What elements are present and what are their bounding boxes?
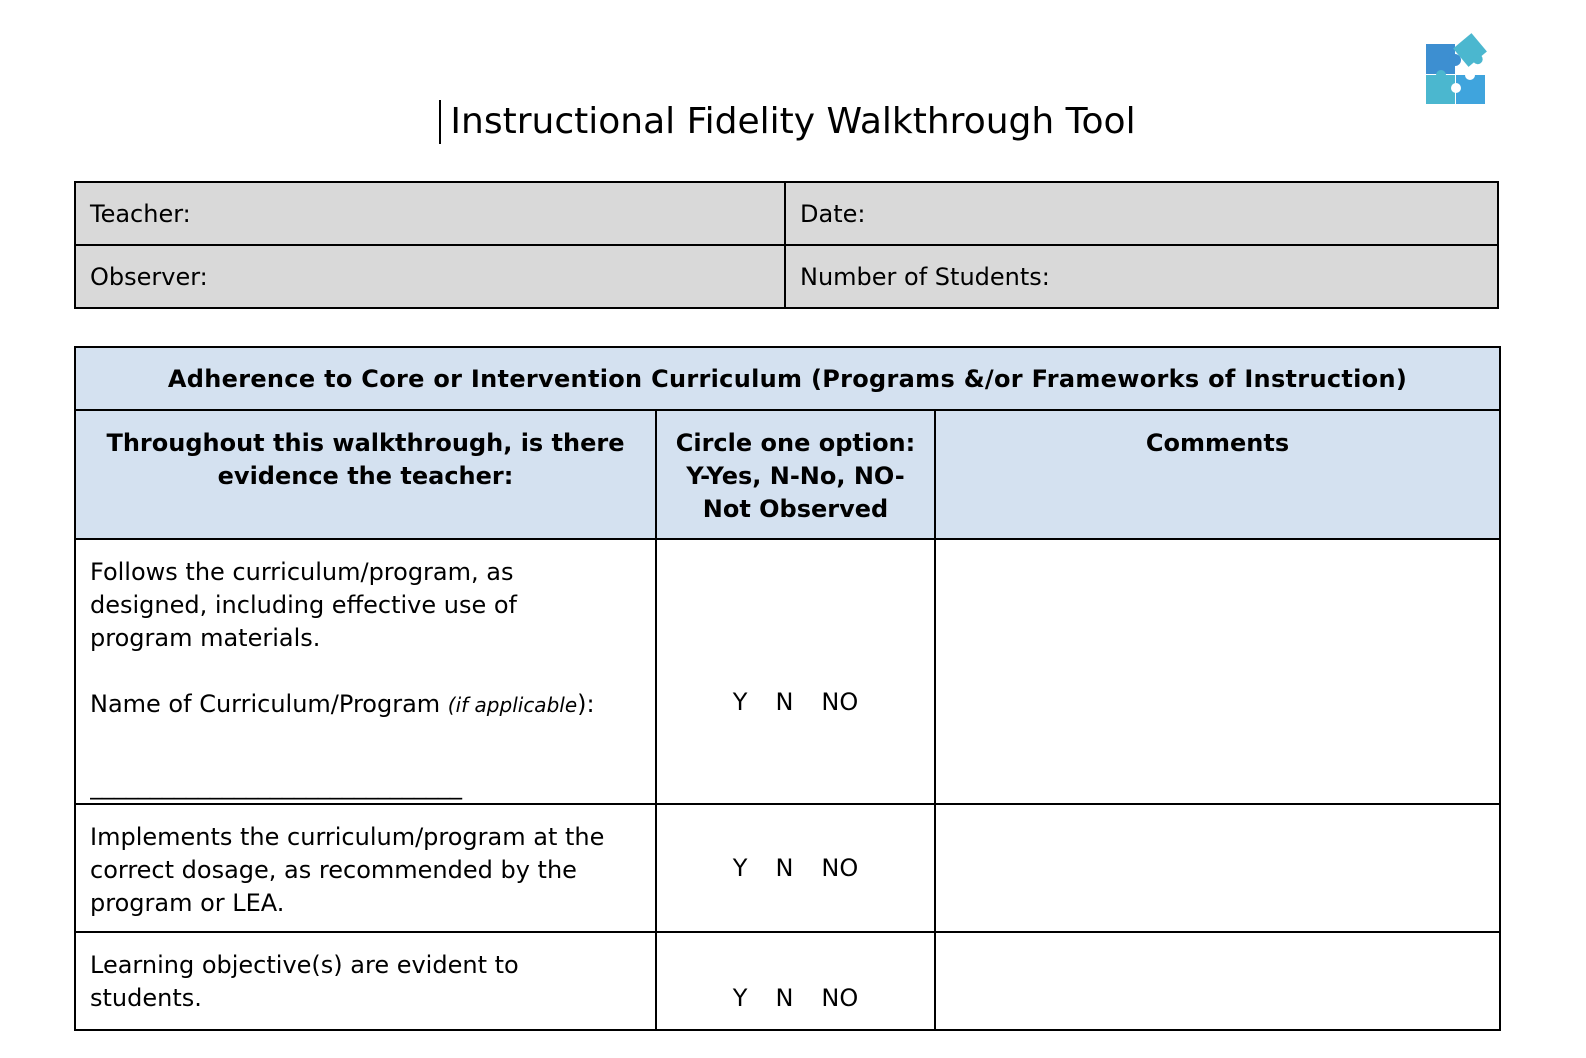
students-label: Number of Students: <box>800 262 1050 291</box>
comments-cell[interactable] <box>935 804 1500 932</box>
students-field[interactable] <box>785 245 1498 308</box>
curriculum-name-text: Name of Curriculum/Program <box>90 690 448 718</box>
observer-label: Observer: <box>90 262 208 291</box>
curriculum-name-label <box>90 688 641 722</box>
section-heading-row <box>75 347 1500 410</box>
option-yes[interactable]: Y <box>732 688 748 716</box>
criterion-cell <box>75 804 656 932</box>
options-cell <box>656 932 935 1030</box>
option-no[interactable]: N <box>775 853 794 882</box>
table-row <box>75 932 1500 1030</box>
option-no[interactable]: N <box>775 688 794 716</box>
option-not-observed[interactable]: NO <box>821 688 859 716</box>
if-applicable-note: (if applicable <box>447 693 578 717</box>
option-yes[interactable]: Y <box>732 984 748 1012</box>
comments-cell[interactable] <box>935 539 1500 804</box>
curriculum-name-blank[interactable]: _______________________________ <box>90 772 462 800</box>
section-heading: Adherence to Core or Intervention Curriculum (Programs &/or Frameworks of Instruction) <box>75 347 1500 410</box>
teacher-field[interactable] <box>75 182 785 245</box>
table-row <box>75 539 1500 804</box>
comments-cell[interactable] <box>935 932 1500 1030</box>
options-cell <box>656 804 935 932</box>
curriculum-table <box>74 346 1501 1031</box>
info-row <box>75 245 1498 308</box>
date-label: Date: <box>800 199 866 228</box>
evidence-column-header: Throughout this walkthrough, is there evidence the teacher: <box>75 410 656 539</box>
table-row <box>75 804 1500 932</box>
column-header-row <box>75 410 1500 539</box>
option-no[interactable]: N <box>775 984 794 1012</box>
curriculum-name-suffix: ): <box>577 690 595 718</box>
teacher-label: Teacher: <box>90 199 191 228</box>
info-row <box>75 182 1498 245</box>
page-title: Instructional Fidelity Walkthrough Tool <box>450 101 1136 142</box>
observer-field[interactable] <box>75 245 785 308</box>
info-table <box>74 181 1499 309</box>
options-cell <box>656 539 935 804</box>
criterion-cell <box>75 932 656 1030</box>
criterion-cell <box>75 539 656 804</box>
date-field[interactable] <box>785 182 1498 245</box>
criterion-text: Learning objective(s) are evident to students. <box>90 951 519 1012</box>
puzzle-logo-icon <box>1426 30 1502 106</box>
option-not-observed[interactable]: NO <box>821 984 859 1012</box>
option-yes[interactable]: Y <box>732 853 748 882</box>
comments-column-header: Comments <box>935 410 1500 539</box>
options-column-header: Circle one option: Y-Yes, N-No, NO-Not Observed <box>656 410 935 539</box>
criterion-text: Follows the curriculum/program, as designed, including effective use of program materials. <box>90 558 517 652</box>
criterion-text: Implements the curriculum/program at the correct dosage, as recommended by the program or LEA. <box>90 823 605 917</box>
option-not-observed[interactable]: NO <box>821 853 859 882</box>
